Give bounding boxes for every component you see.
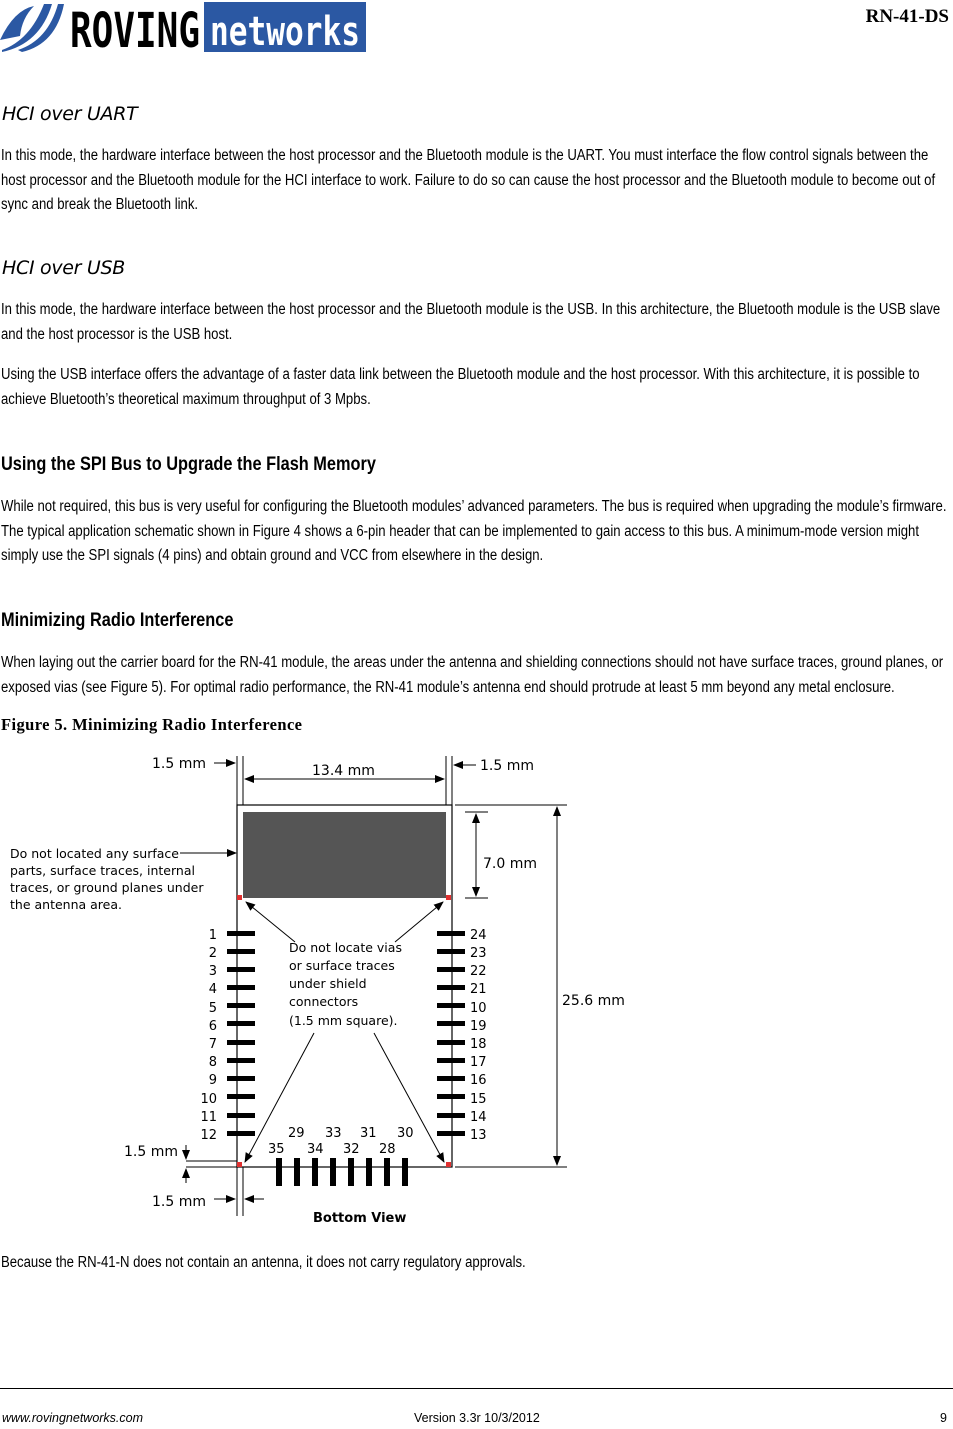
para-radio: When laying out the carrier board for the RN-41 module, the areas under the antenna and shielding connections should not have surface traces, ground planes, or exposed vias (see Figure 5). For optimal radio performance, the RN-41 module’s antenna end should protrude at least 5 mm beyond any metal enclosure.	[1, 654, 944, 696]
dim-antenna-label: 7.0 mm	[483, 856, 537, 872]
footer-divider	[0, 1388, 953, 1389]
right-pads	[437, 931, 465, 1136]
para-hci-uart: In this mode, the hardware interface between the host processor and the Bluetooth module is the UART. You must interface the flow control signals between the host processor and the Bluetooth module for the HCI interface to work. Failure to do so can cause the host processor and the Bluetooth module to become out of sync and break the Bluetooth link.	[1, 147, 936, 213]
footer-version: Version 3.3r 10/3/2012	[414, 1411, 540, 1425]
pin-label: 18	[470, 1037, 487, 1052]
pin-label: 5	[208, 1001, 217, 1016]
pin-label: 35	[268, 1142, 285, 1157]
pin-label: 8	[208, 1055, 217, 1070]
heading-radio: Minimizing Radio Interference	[1, 610, 234, 631]
pin-label: 12	[200, 1128, 217, 1143]
para-hci-usb-2: Using the USB interface offers the advantage of a faster data link between the Bluetooth module and the host processor. With this architecture, it is possible to achieve Bluetooth’s theoretical maximum throughput of 3 Mpbs.	[1, 366, 920, 408]
pin-label: 7	[208, 1037, 217, 1052]
pin-label: 23	[470, 946, 487, 961]
pin-label: 14	[470, 1110, 487, 1125]
heading-spi: Using the SPI Bus to Upgrade the Flash Memory	[1, 454, 376, 475]
pin-label: 19	[470, 1019, 487, 1034]
pin-label: 1	[208, 928, 217, 943]
antenna-area	[243, 812, 446, 898]
logo-word-networks: networks	[210, 9, 360, 55]
note-antenna: Do not located any surface parts, surface traces, internal traces, or ground planes under the antenna area.	[10, 846, 204, 912]
pin-label: 28	[379, 1142, 396, 1157]
pin-label: 10	[200, 1092, 217, 1107]
pin-label: 32	[343, 1142, 360, 1157]
para-spi: While not required, this bus is very useful for configuring the Bluetooth modules’ advanced parameters. The bus is required when upgrading the module’s firmware. The typical application schematic shown in Figure 4 shows a 6-pin header that can be implemented to gain access to this bus. A minimum-mode version might simply use the SPI signals (4 pins) and obtain ground and VCC from elsewhere in the design.	[1, 498, 947, 564]
footer-page-number: 9	[940, 1411, 947, 1425]
pin-label: 22	[470, 964, 487, 979]
pin-label: 13	[470, 1128, 487, 1143]
pin-label: 29	[288, 1126, 305, 1141]
heading-hci-usb: HCI over USB	[2, 257, 126, 279]
bottom-pads	[276, 1158, 408, 1186]
dim-bottom-1-label: 1.5 mm	[124, 1144, 178, 1160]
pin-label: 21	[470, 982, 487, 997]
right-pin-labels	[470, 928, 487, 1143]
pin-label: 15	[470, 1092, 487, 1107]
pin-label: 30	[397, 1126, 414, 1141]
pin-label: 33	[325, 1126, 342, 1141]
pin-label: 6	[208, 1019, 217, 1034]
dim-width-label: 13.4 mm	[312, 763, 375, 779]
pin-label: 17	[470, 1055, 487, 1070]
figure-caption: Figure 5. Minimizing Radio Interference	[1, 715, 303, 734]
bottom-view-label: Bottom View	[313, 1211, 407, 1226]
para-hci-usb-1: In this mode, the hardware interface between the host processor and the Bluetooth module is the USB. In this architecture, the Bluetooth module is the USB slave and the host processor is the USB host.	[1, 301, 941, 343]
figure-5	[0, 740, 700, 1230]
dim-height-label: 25.6 mm	[562, 993, 625, 1009]
pin-label: 4	[208, 982, 217, 997]
bottom-pin-labels	[268, 1126, 414, 1157]
pin-label: 11	[200, 1110, 217, 1125]
doc-id: RN-41-DS	[865, 6, 949, 27]
logo-swoosh-icon	[0, 4, 64, 52]
pin-label: 34	[307, 1142, 324, 1157]
pin-label: 31	[360, 1126, 377, 1141]
logo	[0, 0, 370, 59]
dim-top-right-label: 1.5 mm	[480, 758, 534, 774]
pin-label: 24	[470, 928, 487, 943]
footer-url[interactable]: www.rovingnetworks.com	[2, 1411, 144, 1425]
left-pin-labels	[200, 928, 217, 1143]
logo-word-roving: ROVING	[70, 3, 200, 59]
pin-label: 3	[208, 964, 217, 979]
heading-hci-uart: HCI over UART	[2, 103, 138, 125]
dim-top-left-label: 1.5 mm	[152, 756, 206, 772]
pin-label: 16	[470, 1073, 487, 1088]
pin-label: 10	[470, 1001, 487, 1016]
para-closing: Because the RN-41-N does not contain an antenna, it does not carry regulatory approvals.	[1, 1254, 526, 1271]
pin-label: 2	[208, 946, 217, 961]
left-pads	[227, 931, 255, 1136]
pin-label: 9	[208, 1073, 217, 1088]
dim-bottom-2-label: 1.5 mm	[152, 1194, 206, 1210]
note-vias: Do not locate vias or surface traces under shield connectors (1.5 mm square).	[289, 940, 402, 1028]
